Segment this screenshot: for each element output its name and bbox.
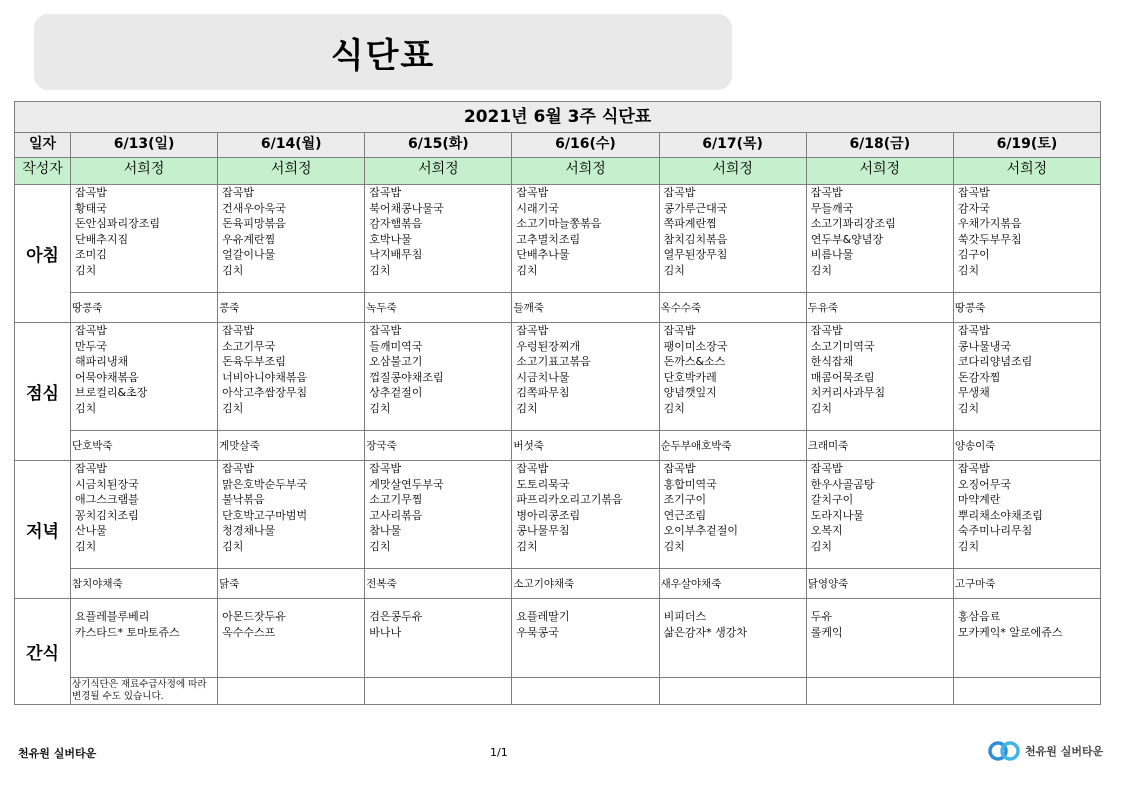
menu-item: 조미김 bbox=[75, 248, 107, 261]
breakfast-porridge-cell: 콩죽 bbox=[218, 293, 365, 323]
lunch-menu-cell bbox=[806, 323, 953, 431]
author-cell: 서희정 bbox=[806, 158, 953, 185]
menu-item: 콩나물무침 bbox=[516, 524, 570, 537]
snack-row bbox=[15, 599, 1101, 678]
menu-item: 소고기마늘쫑볶음 bbox=[516, 217, 602, 230]
note-empty-cell bbox=[806, 678, 953, 705]
dinner-menu-cell bbox=[71, 461, 218, 569]
snack-item: 옥수수스프 bbox=[222, 625, 276, 639]
menu-item: 김구이 bbox=[957, 248, 990, 261]
menu-item: 김치 bbox=[222, 539, 244, 553]
menu-item: 단호박고구마범벅 bbox=[222, 508, 308, 522]
dinner-menu-cell bbox=[953, 461, 1100, 569]
snack-item: 모카케익* 알로에쥬스 bbox=[957, 625, 1063, 639]
dinner-porridge-cell: 닭죽 bbox=[218, 569, 365, 599]
date-cell: 6/16(수) bbox=[512, 133, 659, 158]
snack-menu-cell bbox=[365, 599, 512, 678]
menu-item: 시래기국 bbox=[516, 201, 559, 215]
menu-item: 김치 bbox=[663, 401, 685, 415]
dinner-porridge-cell: 닭영양죽 bbox=[806, 569, 953, 599]
note-empty-cell bbox=[365, 678, 512, 705]
footer-page-number: 1/1 bbox=[490, 746, 508, 759]
dinner-menu-cell bbox=[659, 461, 806, 569]
dinner-porridge-cell: 참치야채죽 bbox=[71, 569, 218, 599]
date-label: 일자 bbox=[15, 133, 71, 158]
lunch-menu-cell bbox=[659, 323, 806, 431]
breakfast-porridge-cell: 옥수수죽 bbox=[659, 293, 806, 323]
menu-item: 우유계란찜 bbox=[222, 232, 276, 246]
menu-item: 잡곡밥 bbox=[516, 324, 549, 337]
menu-item: 김치 bbox=[810, 401, 832, 415]
lunch-menu-cell bbox=[218, 323, 365, 431]
menu-item: 해파리냉채 bbox=[75, 355, 129, 368]
menu-item: 상추겉절이 bbox=[369, 386, 423, 399]
menu-item: 파프리카오리고기볶음 bbox=[516, 493, 623, 506]
breakfast-label: 아침 bbox=[15, 185, 71, 323]
menu-item: 김치 bbox=[222, 401, 244, 415]
lunch-porridge-cell: 장국죽 bbox=[365, 431, 512, 461]
menu-item: 잡곡밥 bbox=[222, 462, 255, 475]
menu-item: 잡곡밥 bbox=[663, 186, 696, 199]
menu-item: 김치 bbox=[663, 539, 685, 553]
snack-item: 카스타드* 토마토쥬스 bbox=[75, 625, 180, 639]
menu-item: 무생채 bbox=[957, 386, 990, 399]
footer-logo bbox=[988, 740, 1103, 762]
menu-item: 양념깻잎지 bbox=[663, 386, 717, 399]
menu-item: 김치 bbox=[369, 263, 391, 277]
dinner-menu-cell bbox=[218, 461, 365, 569]
dinner-label: 저녁 bbox=[15, 461, 71, 599]
menu-item: 잡곡밥 bbox=[222, 186, 255, 199]
note-empty-cell bbox=[659, 678, 806, 705]
menu-item: 브로컬리&초장 bbox=[75, 386, 148, 399]
menu-item: 잡곡밥 bbox=[222, 324, 255, 337]
author-row bbox=[15, 158, 1101, 185]
note-empty-cell bbox=[512, 678, 659, 705]
menu-item: 잡곡밥 bbox=[75, 186, 107, 199]
lunch-row bbox=[15, 323, 1101, 431]
menu-item: 북어채콩나물국 bbox=[369, 201, 444, 215]
menu-item: 김치 bbox=[957, 539, 980, 553]
author-cell: 서희정 bbox=[659, 158, 806, 185]
breakfast-porridge-cell: 땅콩죽 bbox=[953, 293, 1100, 323]
menu-item: 비름나물 bbox=[810, 248, 854, 261]
menu-item: 오복지 bbox=[810, 524, 843, 537]
menu-item: 감자국 bbox=[957, 201, 990, 215]
snack-menu-cell bbox=[806, 599, 953, 678]
menu-item: 고사리볶음 bbox=[369, 508, 423, 522]
menu-item: 코다리양념조림 bbox=[957, 355, 1033, 368]
breakfast-row bbox=[15, 185, 1101, 293]
menu-item: 건새우아욱국 bbox=[222, 201, 286, 215]
menu-item: 김치 bbox=[516, 539, 538, 553]
dinner-menu-cell bbox=[365, 461, 512, 569]
menu-item: 김치 bbox=[222, 263, 244, 277]
menu-item: 우렁된장찌개 bbox=[516, 339, 581, 353]
menu-item: 산나물 bbox=[75, 524, 107, 537]
breakfast-porridge-cell: 땅콩죽 bbox=[71, 293, 218, 323]
date-cell: 6/14(월) bbox=[218, 133, 365, 158]
menu-item: 청경채나물 bbox=[222, 524, 276, 537]
menu-item: 홍합미역국 bbox=[663, 477, 717, 491]
snack-item: 요플레블루베리 bbox=[75, 610, 150, 623]
dinner-porridge-cell: 전복죽 bbox=[365, 569, 512, 599]
menu-item: 시금치된장국 bbox=[75, 477, 139, 491]
lunch-menu-cell bbox=[365, 323, 512, 431]
dinner-porridge-cell: 새우살야채죽 bbox=[659, 569, 806, 599]
menu-item: 소고기미역국 bbox=[810, 339, 875, 353]
menu-item: 연근조림 bbox=[663, 508, 707, 522]
week-title: 2021년 6월 3주 식단표 bbox=[15, 102, 1101, 133]
menu-item: 돈육두부조림 bbox=[222, 355, 286, 368]
lunch-porridge-cell: 크래미죽 bbox=[806, 431, 953, 461]
menu-item: 잡곡밥 bbox=[663, 462, 696, 475]
snack-item: 우묵콩국 bbox=[516, 625, 559, 639]
menu-item: 잡곡밥 bbox=[369, 186, 402, 199]
dinner-porridge-cell: 소고기야채죽 bbox=[512, 569, 659, 599]
menu-item: 호박나물 bbox=[369, 232, 412, 246]
menu-item: 잡곡밥 bbox=[957, 186, 990, 199]
snack-item: 아몬드잣두유 bbox=[222, 610, 286, 623]
menu-item: 잡곡밥 bbox=[516, 462, 549, 475]
breakfast-porridge-cell: 녹두죽 bbox=[365, 293, 512, 323]
menu-item: 잡곡밥 bbox=[957, 324, 990, 337]
menu-item: 맑은호박순두부국 bbox=[222, 477, 308, 491]
author-cell: 서희정 bbox=[512, 158, 659, 185]
breakfast-menu-cell bbox=[512, 185, 659, 293]
snack-item: 롤케익 bbox=[810, 625, 843, 639]
menu-item: 쪽파계란찜 bbox=[663, 217, 717, 230]
menu-item: 돈감자찜 bbox=[957, 370, 1001, 384]
menu-item: 김치 bbox=[957, 401, 980, 415]
menu-item: 잡곡밥 bbox=[75, 462, 107, 475]
snack-label: 간식 bbox=[15, 599, 71, 705]
menu-item: 숙주미나리무침 bbox=[957, 524, 1033, 537]
breakfast-porridge-row bbox=[15, 293, 1101, 323]
menu-item: 만두국 bbox=[75, 339, 107, 353]
menu-item: 단호박카레 bbox=[663, 370, 717, 384]
menu-item: 감자햄볶음 bbox=[369, 217, 423, 230]
menu-item: 팽이미소장국 bbox=[663, 339, 728, 353]
menu-item: 잡곡밥 bbox=[516, 186, 549, 199]
dinner-menu-cell bbox=[512, 461, 659, 569]
dinner-porridge-row bbox=[15, 569, 1101, 599]
menu-item: 황태국 bbox=[75, 201, 107, 215]
breakfast-porridge-cell: 두유죽 bbox=[806, 293, 953, 323]
lunch-porridge-cell: 순두부애호박죽 bbox=[659, 431, 806, 461]
date-cell: 6/17(목) bbox=[659, 133, 806, 158]
menu-item: 오이부추겉절이 bbox=[663, 524, 738, 537]
menu-item: 김치 bbox=[516, 263, 538, 277]
menu-item: 잡곡밥 bbox=[663, 324, 696, 337]
lunch-label: 점심 bbox=[15, 323, 71, 461]
menu-item: 잡곡밥 bbox=[75, 324, 107, 337]
snack-item: 삶은감자* 생강차 bbox=[663, 625, 747, 639]
lunch-menu-cell bbox=[512, 323, 659, 431]
menu-item: 쑥갓두부무침 bbox=[957, 232, 1022, 246]
week-title-row bbox=[15, 102, 1101, 133]
menu-item: 잡곡밥 bbox=[369, 324, 402, 337]
menu-item: 낙지배무침 bbox=[369, 248, 423, 261]
menu-item: 뿌리채소야채조림 bbox=[957, 508, 1043, 522]
menu-item: 갈치구이 bbox=[810, 493, 854, 506]
menu-item: 김쪽파무침 bbox=[516, 386, 570, 399]
menu-item: 너비아니야채볶음 bbox=[222, 370, 308, 384]
date-cell: 6/13(일) bbox=[71, 133, 218, 158]
menu-item: 불낙볶음 bbox=[222, 493, 265, 506]
breakfast-menu-cell bbox=[953, 185, 1100, 293]
menu-item: 애그스크램블 bbox=[75, 493, 139, 506]
snack-item: 홍삼음료 bbox=[957, 610, 1001, 623]
page-title: 식단표 bbox=[330, 35, 436, 76]
snack-menu-cell bbox=[218, 599, 365, 678]
lunch-porridge-cell: 버섯죽 bbox=[512, 431, 659, 461]
snack-menu-cell bbox=[953, 599, 1100, 678]
menu-table bbox=[14, 101, 1101, 705]
author-cell: 서희정 bbox=[71, 158, 218, 185]
menu-item: 잡곡밥 bbox=[957, 462, 990, 475]
snack-menu-cell bbox=[659, 599, 806, 678]
menu-item: 잡곡밥 bbox=[810, 462, 843, 475]
menu-item: 잡곡밥 bbox=[369, 462, 402, 475]
menu-item: 잡곡밥 bbox=[810, 324, 843, 337]
menu-item: 게맛살연두부국 bbox=[369, 477, 444, 491]
logo-icon bbox=[988, 740, 1022, 762]
menu-item: 김치 bbox=[369, 539, 391, 553]
note-empty-cell bbox=[218, 678, 365, 705]
menu-item: 소고기표고볶음 bbox=[516, 355, 591, 368]
menu-item: 열무된장무침 bbox=[663, 248, 728, 261]
menu-item: 소고기꽈리장조림 bbox=[810, 217, 896, 230]
lunch-porridge-cell: 단호박죽 bbox=[71, 431, 218, 461]
menu-item: 김치 bbox=[75, 401, 97, 415]
lunch-porridge-cell: 게맛살죽 bbox=[218, 431, 365, 461]
author-cell: 서희정 bbox=[953, 158, 1100, 185]
menu-item: 김치 bbox=[75, 539, 97, 553]
note-empty-cell bbox=[953, 678, 1100, 705]
snack-item: 비피더스 bbox=[663, 610, 707, 623]
menu-item: 어묵야채볶음 bbox=[75, 370, 139, 384]
date-cell: 6/19(토) bbox=[953, 133, 1100, 158]
breakfast-menu-cell bbox=[659, 185, 806, 293]
menu-item: 단배추지짐 bbox=[75, 232, 129, 246]
breakfast-porridge-cell: 들깨죽 bbox=[512, 293, 659, 323]
date-cell: 6/18(금) bbox=[806, 133, 953, 158]
menu-item: 병아리콩조림 bbox=[516, 508, 581, 522]
menu-item: 김치 bbox=[810, 263, 832, 277]
snack-item: 요플레딸기 bbox=[516, 610, 570, 623]
menu-item: 얼갈이나물 bbox=[222, 248, 276, 261]
snack-menu-cell bbox=[71, 599, 218, 678]
menu-item: 꽁치김치조림 bbox=[75, 508, 139, 522]
menu-item: 참치김치볶음 bbox=[663, 232, 728, 246]
menu-item: 도토리묵국 bbox=[516, 477, 570, 491]
footer-logo-text: 천유원 실버타운 bbox=[1025, 745, 1104, 758]
author-cell: 서희정 bbox=[365, 158, 512, 185]
menu-item: 조기구이 bbox=[663, 493, 707, 506]
menu-item: 들깨미역국 bbox=[369, 339, 423, 353]
date-row bbox=[15, 133, 1101, 158]
lunch-porridge-cell: 양송이죽 bbox=[953, 431, 1100, 461]
menu-item: 단배추나물 bbox=[516, 248, 570, 261]
breakfast-menu-cell bbox=[71, 185, 218, 293]
menu-item: 무들깨국 bbox=[810, 201, 854, 215]
author-cell: 서희정 bbox=[218, 158, 365, 185]
menu-change-note: 상기식단은 재료수급사정에 따라 변경될 수도 있습니다. bbox=[71, 678, 218, 705]
menu-item: 김치 bbox=[663, 263, 685, 277]
menu-item: 껍질콩야채조림 bbox=[369, 370, 444, 384]
note-row bbox=[15, 678, 1101, 705]
menu-item: 돈안심꽈리장조림 bbox=[75, 217, 161, 230]
menu-item: 김치 bbox=[957, 263, 980, 277]
lunch-menu-cell bbox=[71, 323, 218, 431]
dinner-menu-cell bbox=[806, 461, 953, 569]
menu-item: 오삼불고기 bbox=[369, 355, 423, 368]
menu-item: 콩나물냉국 bbox=[957, 339, 1011, 353]
dinner-porridge-cell: 고구마죽 bbox=[953, 569, 1100, 599]
menu-item: 연두부&양념장 bbox=[810, 232, 884, 246]
menu-item: 고추멸치조림 bbox=[516, 232, 581, 246]
menu-item: 오징어무국 bbox=[957, 477, 1011, 491]
menu-item: 도라지나물 bbox=[810, 508, 864, 522]
menu-item: 소고기무찜 bbox=[369, 493, 423, 506]
menu-item: 매콤어묵조림 bbox=[810, 370, 875, 384]
dinner-row bbox=[15, 461, 1101, 569]
snack-item: 두유 bbox=[810, 610, 832, 623]
menu-item: 시금치나물 bbox=[516, 370, 570, 384]
snack-item: 바나나 bbox=[369, 625, 402, 639]
date-cell: 6/15(화) bbox=[365, 133, 512, 158]
menu-item: 김치 bbox=[369, 401, 391, 415]
menu-item: 치커리사과무침 bbox=[810, 386, 886, 399]
menu-item: 참나물 bbox=[369, 524, 402, 537]
menu-item: 아삭고추쌈장무침 bbox=[222, 386, 308, 399]
breakfast-menu-cell bbox=[365, 185, 512, 293]
menu-item: 돈까스&소스 bbox=[663, 355, 726, 368]
menu-item: 우채가지볶음 bbox=[957, 217, 1022, 230]
menu-item: 잡곡밥 bbox=[810, 186, 843, 199]
menu-item: 한식잡채 bbox=[810, 355, 854, 368]
menu-item: 한우사골곰탕 bbox=[810, 477, 875, 491]
lunch-porridge-row bbox=[15, 431, 1101, 461]
snack-item: 검은콩두유 bbox=[369, 610, 423, 623]
breakfast-menu-cell bbox=[806, 185, 953, 293]
menu-item: 마약계란 bbox=[957, 493, 1001, 506]
lunch-menu-cell bbox=[953, 323, 1100, 431]
menu-item: 돈육피망볶음 bbox=[222, 217, 286, 230]
menu-item: 콩가루근대국 bbox=[663, 201, 728, 215]
page-title-box bbox=[34, 14, 732, 90]
breakfast-menu-cell bbox=[218, 185, 365, 293]
menu-item: 김치 bbox=[516, 401, 538, 415]
footer-org-name: 천유원 실버타운 bbox=[18, 747, 97, 760]
snack-menu-cell bbox=[512, 599, 659, 678]
menu-item: 김치 bbox=[810, 539, 832, 553]
author-label: 작성자 bbox=[15, 158, 71, 185]
menu-item: 소고기무국 bbox=[222, 339, 276, 353]
menu-item: 김치 bbox=[75, 263, 97, 277]
